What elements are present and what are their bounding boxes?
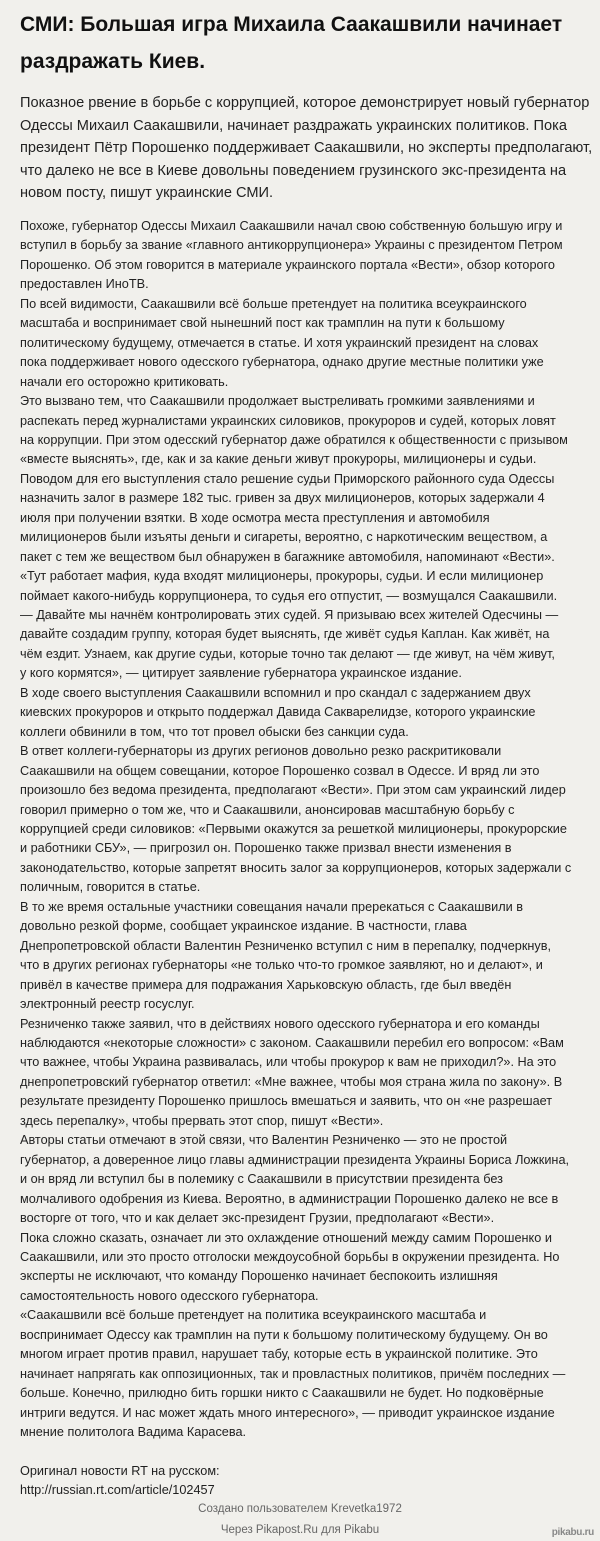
paragraph-line: В ответ коллеги-губернаторы из других регионов довольно резко раскритиковали	[20, 744, 502, 759]
paragraph	[20, 898, 590, 1015]
paragraph-line: коррупцией среди силовиков: «Первыми окажутся за решеткой милиционеры, прокурорские	[20, 822, 567, 837]
paragraph-line: Пока сложно сказать, означает ли это охлаждение отношений между самим Порошенко и	[20, 1230, 552, 1245]
lead-line: Показное рвение в борьбе с коррупцией, которое демонстрирует новый губернатор	[20, 95, 590, 111]
paragraph-line: политическому будущему, отмечается в статье. И хотя украинский президент на словах	[20, 335, 539, 350]
paragraph-line: интриги ведутся. И нас может ждать много интересного», — приводит украинское издание	[20, 1405, 555, 1420]
paragraph-line: произошло без ведома президента, предполагают «Вести». При этом сам украинский лидер	[20, 783, 566, 798]
paragraph-line: Порошенко. Об этом говорится в материале украинского портала «Вести», обзор которого	[20, 257, 555, 272]
paragraph-line: киевских прокуроров и открыто поддержал Давида Сакварелидзе, которого украинские	[20, 705, 536, 720]
created-by: Создано пользователем Krevetka1972	[198, 1503, 402, 1515]
paragraph-line: поймает какого-нибудь коррупционера, то судья его отпустит, — возмущался Саакашвили.	[20, 588, 558, 603]
paragraph	[20, 217, 590, 295]
paragraph	[20, 295, 590, 392]
paragraph-line: Днепропетровской области Валентин Резниченко вступил с ним в перепалку, подчеркнув,	[20, 938, 552, 953]
paragraph-line: результате президенту Порошенко пришлось вмешаться и заявить, что он «не разрешает	[20, 1094, 553, 1109]
paragraph-line: давайте создадим группу, которая будет выяснять, где живёт судья Каплан. Как живёт, на	[20, 627, 550, 642]
paragraph-line: на коррупции. При этом одесский губернатор даже обратился к общественности с призывом	[20, 432, 568, 447]
paragraph-line: воспринимает Одессу как трамплин на пути к большому политическому будущему. Он во	[20, 1327, 548, 1342]
paragraph-line: эксперты не исключают, что команду Порошенко начинает беспокоить излишняя	[20, 1269, 498, 1284]
article-lead	[20, 92, 593, 205]
paragraph-line: предоставлен ИноТВ.	[20, 277, 149, 292]
lead-line: президент Пётр Порошенко поддерживает Саакашвили, но эксперты предполагают,	[20, 140, 593, 157]
paragraph-line: здесь перепалку», чтобы прервать этот спор, пишут «Вести».	[20, 1113, 384, 1128]
paragraph-line: коллеги обвинили в том, что тот провел обыски без санкции суда.	[20, 724, 409, 739]
lead-line: что далеко не все в Киеве довольны поведением грузинского экс-президента на	[20, 162, 567, 179]
paragraph-line: говорил примерно о том же, что и Саакашвили, анонсировав масштабную борьбу с	[20, 802, 515, 817]
paragraph-line: «Саакашвили всё больше претендует на политика всеукраинского масштаба и	[20, 1308, 487, 1323]
paragraph-line: назначить залог в размере 182 тыс. гривен за двух милиционеров, которых задержали 4	[20, 491, 545, 506]
paragraph-line: распекать перед журналистами украинских силовиков, прокуроров и судей, которых ловят	[20, 413, 556, 428]
paragraph-line: законодательство, которые запретят вносить залог за коррупционеров, которых задержали с	[20, 860, 572, 875]
paragraph-line: что важнее, чтобы Украина развивалась, или чтобы прокурор к вам не приходил?». На это	[20, 1055, 557, 1070]
paragraph-line: По всей видимости, Саакашвили всё больше претендует на политика всеукраинского	[20, 296, 527, 311]
paragraph-line: и он вряд ли вступил бы в полемику с Саакашвили в присутствии президента без	[20, 1172, 503, 1187]
paragraph-line: днепропетровский губернатор ответил: «Мне важнее, чтобы моя страна жила по закону». В	[20, 1074, 563, 1089]
paragraph-line: и работники СБУ», — пригрозил он. Порошенко также призвал внести изменения в	[20, 841, 512, 856]
paragraph-line: чём ездит. Узнаем, как другие судьи, которые точно так делают — где живут, на чём живут,	[20, 646, 555, 661]
paragraph-line: восторге от того, что и как делает экс-президент Грузии, предполагают «Вести».	[20, 1211, 495, 1226]
paragraph-line: Саакашвили на общем совещании, которое Порошенко созвал в Одессе. И вряд ли это	[20, 763, 540, 778]
paragraph-line: больше. Конечно, прилюдно бить горшки никто с Саакашвили не будет. Но подковёрные	[20, 1386, 544, 1401]
paragraph	[20, 1015, 590, 1132]
paragraph-line: «Тут работает мафия, куда входят милиционеры, прокуроры, судьи. И если милиционер	[20, 569, 544, 584]
article-body	[20, 217, 590, 1443]
paragraph-line: вступил в борьбу за звание «главного антикоррупционера» Украины с президентом Петром	[20, 238, 563, 253]
footer	[0, 1499, 600, 1541]
paragraph-line: начали его осторожно критиковать.	[20, 374, 229, 389]
article-title: СМИ: Большая игра Михаила Саакашвили начинает раздражать Киев.	[20, 13, 563, 73]
paragraph	[20, 1306, 590, 1442]
paragraph-line: мнение политолога Вадима Карасева.	[20, 1425, 247, 1440]
paragraph	[20, 684, 590, 742]
paragraph-line: электронный реестр госуслуг.	[20, 997, 195, 1012]
paragraph-line: масштаба и воспринимает свой нынешний пост как трамплин на пути к большому	[20, 316, 505, 331]
lead-line: Одессы Михаил Саакашвили, начинает раздражать украинских политиков. Пока	[20, 117, 567, 134]
paragraph	[20, 1229, 590, 1307]
source-link[interactable]: http://russian.rt.com/article/102457	[20, 1483, 215, 1498]
source-label: Оригинал новости RT на русском:	[20, 1463, 220, 1478]
paragraph-line: молчаливого одобрения из Киева. Вероятно, в администрации Порошенко далеко не все в	[20, 1191, 559, 1206]
watermark-logo: pikabu.ru	[551, 1527, 594, 1538]
paragraph-line: самостоятельность нового одесского губернатора.	[20, 1288, 319, 1303]
via-note: Через Pikapost.Ru для Pikabu	[220, 1524, 380, 1536]
paragraph	[20, 392, 590, 470]
paragraph-line: что в других регионах губернаторы «не только что-то громкое заявляют, но и делают», и	[20, 958, 543, 973]
paragraph-line: Саакашвили, или это просто отголоски междоусобной борьбы в окружении президента. Но	[20, 1249, 560, 1264]
paragraph-line: Это вызвано тем, что Саакашвили продолжает выстреливать громкими заявлениями и	[20, 394, 535, 409]
lead-line: новом посту, пишут украинские СМИ.	[20, 185, 274, 202]
paragraph-line: довольно резкой форме, сообщает украинское издание. В частности, глава	[20, 919, 467, 934]
paragraph-line: Похоже, губернатор Одессы Михаил Саакашвили начал свою собственную большую игру и	[20, 218, 563, 233]
paragraph-line: В ходе своего выступления Саакашвили вспомнил и про скандал с задержанием двух	[20, 685, 531, 700]
paragraph-line: губернатор, а доверенное лицо главы администрации президента Украины Бориса Ложкина,	[20, 1152, 570, 1167]
paragraph-line: поличным, говорится в статье.	[20, 880, 201, 895]
paragraph-line: В то же время остальные участники совещания начали пререкаться с Саакашвили в	[20, 899, 523, 914]
paragraph-line: Авторы статьи отмечают в этой связи, что Валентин Резниченко — это не простой	[20, 1133, 508, 1148]
source-block	[20, 1462, 590, 1501]
paragraph-line: наблюдаются «некоторые сложности» с законом. Саакашвили перебил его вопросом: «Вам	[20, 1036, 564, 1050]
paragraph-line: Резниченко также заявил, что в действиях нового одесского губернатора и его команды	[20, 1016, 540, 1031]
paragraph-line: у кого кормятся», — цитирует заявление губернатора украинское издание.	[20, 666, 462, 681]
paragraph	[20, 742, 590, 898]
paragraph-line: пока поддерживает нового одесского губернатора, однако другие местные политики уже	[20, 355, 544, 370]
paragraph	[20, 470, 590, 567]
paragraph-line: «вместе выяснять», где, как и за какие деньги живут прокуроры, милиционеры и судьи.	[20, 452, 537, 467]
paragraph-line: начинает напрягать как оппозиционных, так и провластных политиков, причём последних —	[20, 1366, 566, 1381]
paragraph-line: июля при получении взятки. В ходе осмотра места преступления и автомобиля	[20, 510, 490, 525]
article	[20, 6, 593, 1501]
paragraph-line: пакет с тем же веществом был обнаружен в багажнике автомобиля, напоминают «Вести».	[20, 549, 555, 564]
paragraph-line: многом играет против правил, нарушает табу, которые есть в украинской политике. Это	[20, 1347, 538, 1362]
paragraph	[20, 567, 590, 684]
paragraph-line: милиционеров были изъяты деньги и сигареты, вероятно, с наркотическим веществом, а	[20, 530, 548, 545]
paragraph-line: Поводом для его выступления стало решение судьи Приморского районного суда Одессы	[20, 471, 555, 486]
paragraph-line: привёл в качестве примера для подражания Харьковскую область, где был введён	[20, 977, 512, 992]
paragraph-line: — Давайте мы начнём контролировать этих судей. Я призываю всех жителей Одесчины —	[20, 608, 559, 623]
paragraph	[20, 1131, 590, 1228]
